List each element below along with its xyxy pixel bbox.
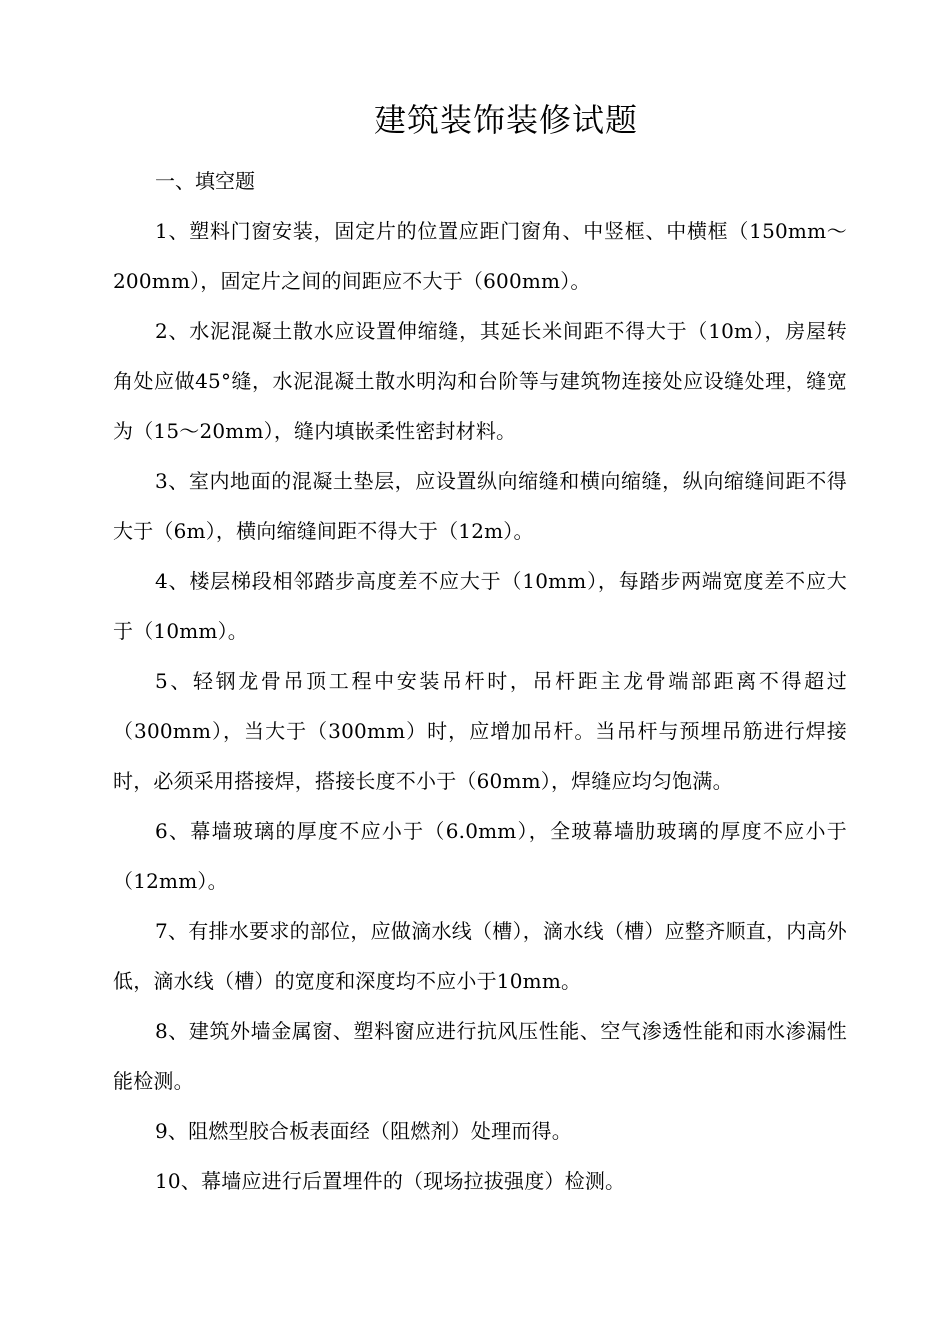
question-item-8: 8、建筑外墙金属窗、塑料窗应进行抗风压性能、空气渗透性能和雨水渗漏性能检测。 [113,1019,847,1093]
question-item-7: 7、有排水要求的部位，应做滴水线（槽），滴水线（槽）应整齐顺直，内高外低，滴水线（槽）的宽度和深度均不应小于10mm。 [113,919,847,993]
question-item-9: 9、阻燃型胶合板表面经（阻燃剂）处理而得。 [155,1119,572,1143]
question-item-10: 10、幕墙应进行后置埋件的（现场拉拔强度）检测。 [155,1169,626,1193]
question-item-5: 5、轻钢龙骨吊顶工程中安装吊杆时，吊杆距主龙骨端部距离不得超过（300mm），当大于（300mm）时，应增加吊杆。当吊杆与预埋吊筋进行焊接时，必须采用搭接焊，搭接长度不小于（60mm），焊缝应均匀饱满。 [113,669,847,793]
question-item-6: 6、幕墙玻璃的厚度不应小于（6.0mm），全玻幕墙肋玻璃的厚度不应小于（12mm）。 [113,819,847,893]
section-heading: 一、填空题 [155,169,255,193]
question-item-2: 2、水泥混凝土散水应设置伸缩缝，其延长米间距不得大于（10m），房屋转角处应做45°缝，水泥混凝土散水明沟和台阶等与建筑物连接处应设缝处理，缝宽为（15～20mm），缝内填嵌柔性密封材料。 [113,319,847,443]
document-page [113,96,847,1206]
question-item-4: 4、楼层梯段相邻踏步高度差不应大于（10mm），每踏步两端宽度差不应大于（10mm）。 [113,569,847,643]
document-title: 建筑装饰装修试题 [373,101,638,139]
question-item-3: 3、室内地面的混凝土垫层，应设置纵向缩缝和横向缩缝，纵向缩缝间距不得大于（6m），横向缩缝间距不得大于（12m）。 [113,469,847,543]
question-item-1: 1、塑料门窗安装，固定片的位置应距门窗角、中竖框、中横框（150mm～200mm），固定片之间的间距应不大于（600mm）。 [113,219,847,293]
